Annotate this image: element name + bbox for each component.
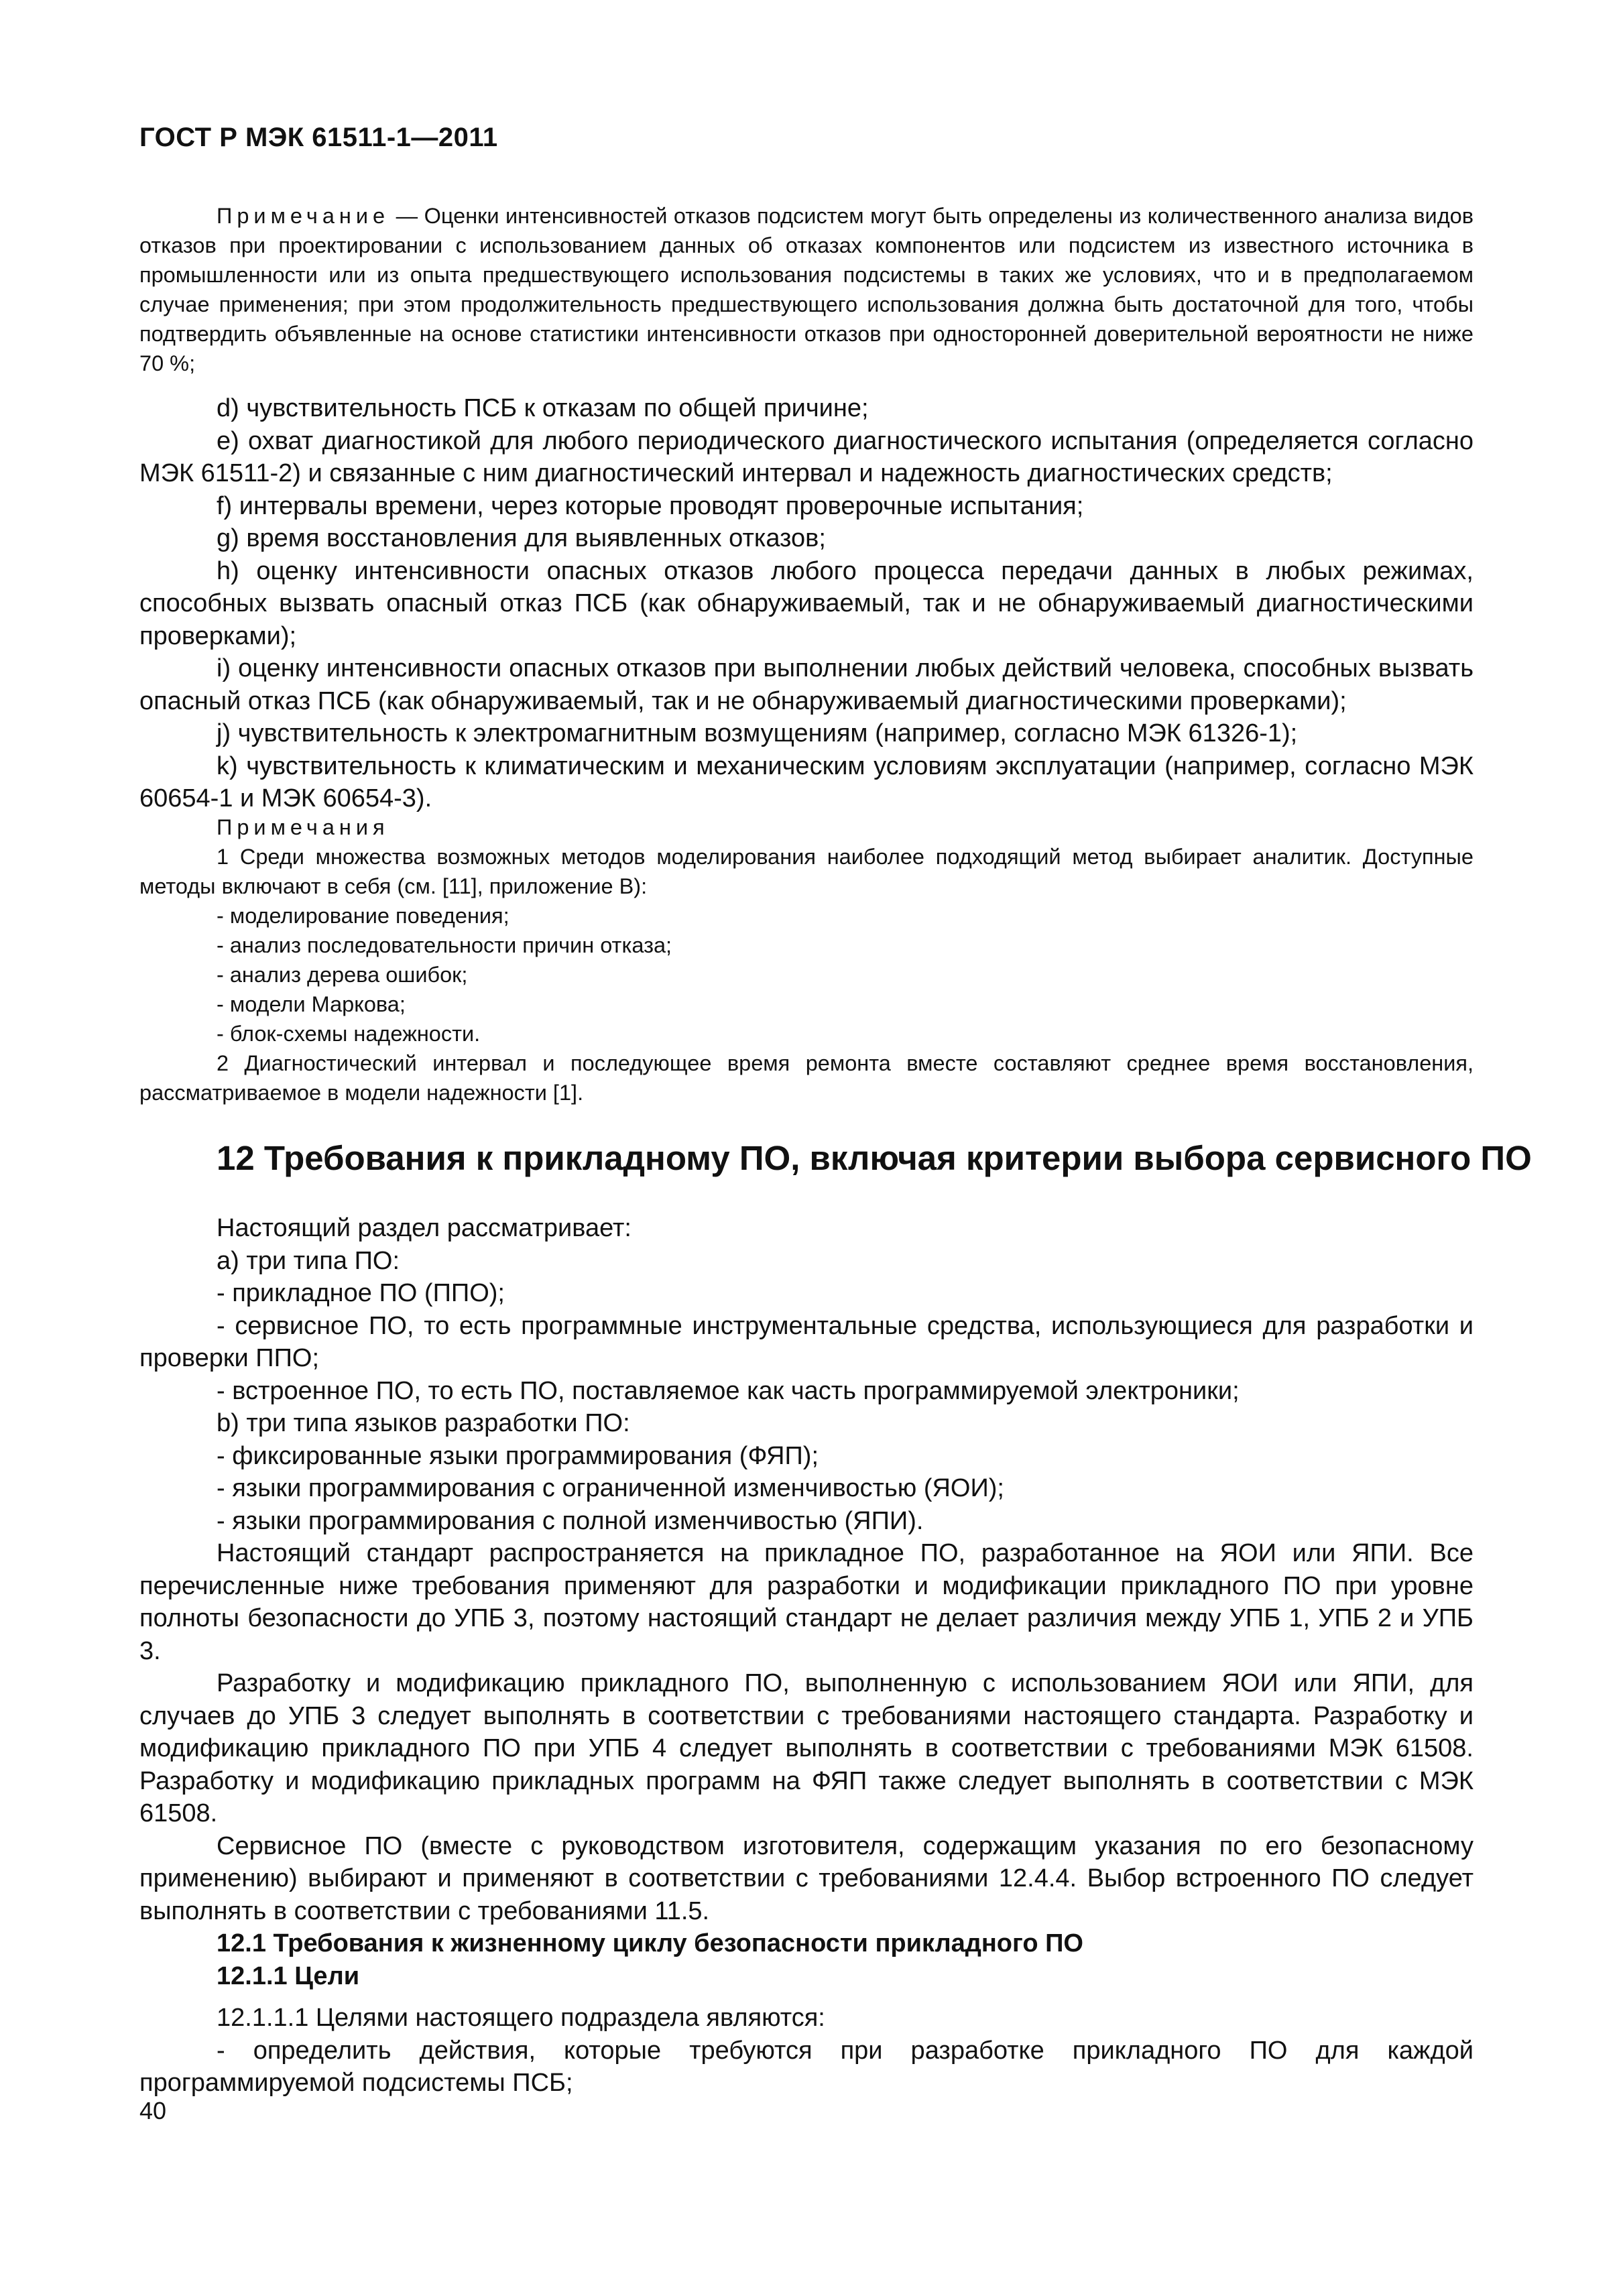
notes-block (139, 812, 1474, 1107)
subsection-12-1-title: 12.1 Требования к жизненному циклу безопасности прикладного ПО (217, 1929, 1083, 1957)
section-intro: Настоящий раздел рассматривает: (217, 1214, 632, 1242)
notes-heading: Примечания (217, 815, 389, 839)
list-item: i) оценку интенсивности опасных отказов при выполнении любых действий человека, способных вызвать опасный отказ ПСБ (как обнаруживаемый, так и не обнаруживаемый диагностическими проверками); (139, 654, 1474, 715)
paragraph: Настоящий стандарт распространяется на прикладное ПО, разработанное на ЯОИ или ЯПИ. Все перечисленные ниже требования применяют для разработки и модификации прикладного ПО при уровне полноты безопасности до УПБ 3, поэтому настоящий стандарт не делает различия между УПБ 1, УПБ 2 и УПБ 3. (139, 1539, 1474, 1665)
list-b-item: - языки программирования с полной изменчивостью (ЯПИ). (217, 1506, 924, 1535)
subsection-12-1-1-title: 12.1.1 Цели (217, 1961, 360, 1990)
requirements-list (139, 392, 1474, 815)
list-item: g) время восстановления для выявленных отказов; (217, 524, 826, 552)
list-item: е) охват диагностикой для любого периодического диагностического испытания (определяется согласно МЭК 61511-2) и связанные с ним диагностический интервал и надежность диагностических средств; (139, 426, 1474, 487)
list-item: j) чувствительность к электромагнитным возмущениям (например, согласно МЭК 61326-1); (217, 719, 1298, 747)
method-item: - анализ дерева ошибок; (217, 963, 468, 987)
list-a-item: - прикладное ПО (ППО); (217, 1279, 505, 1307)
list-a-item: - встроенное ПО, то есть ПО, поставляемое как часть программируемой электроники; (217, 1376, 1240, 1405)
standard-header: ГОСТ Р МЭК 61511-1—2011 (139, 123, 498, 152)
note-2: 2 Диагностический интервал и последующее время ремонта вместе составляют среднее время восстановления, рассматриваемое в модели надежности [1]. (139, 1051, 1474, 1105)
list-a-heading: а) три типа ПО: (217, 1246, 400, 1275)
note-1: 1 Среди множества возможных методов моделирования наиболее подходящий метод выбирает аналитик. Доступные методы включают в себя (см. [11], приложение В): (139, 845, 1474, 898)
page-number: 40 (139, 2097, 167, 2124)
note-top (139, 201, 1474, 378)
note-top-label: Примечание (217, 204, 390, 228)
note-top-text: — Оценки интенсивностей отказов подсистем могут быть определены из количественного анализа видов отказов при проектировании с использованием данных об отказах компонентов или подсистем из известного источника в промышленности или из опыта предшествующего использования подсистемы в таких же условиях, что и в предполагаемом случае применения; при этом продолжительность предшествующего использования должна быть достаточной для того, чтобы подтвердить объявленные на основе статистики интенсивности отказов при односторонней доверительной вероятности не ниже 70 %; (139, 204, 1474, 375)
method-item: - модели Маркова; (217, 992, 406, 1016)
list-item: h) оценку интенсивности опасных отказов любого процесса передачи данных в любых режимах, способных вызвать опасный отказ ПСБ (как обнаруживаемый, так и не обнаруживаемый диагностическими проверками); (139, 556, 1474, 650)
list-b-item: - фиксированные языки программирования (ФЯП); (217, 1441, 819, 1470)
paragraph: Сервисное ПО (вместе с руководством изготовителя, содержащим указания по его безопасному применению) выбирают и применяют в соответствии с требованиями 12.4.4. Выбор встроенного ПО следует выполнять в соответствии с требованиями 11.5. (139, 1831, 1474, 1925)
paragraph: Разработку и модификацию прикладного ПО, выполненную с использованием ЯОИ или ЯПИ, для случаев до УПБ 3 следует выполнять в соответствии с требованиями настоящего стандарта. Разработку и модификацию прикладного ПО при УПБ 4 следует выполнять в соответствии с требованиями МЭК 61508. Разработку и модификацию прикладных программ на ФЯП также следует выполнять в соответствии с МЭК 61508. (139, 1669, 1474, 1827)
paragraph: - определить действия, которые требуются при разработке прикладного ПО для каждой программируемой подсистемы ПСБ; (139, 2036, 1474, 2097)
list-item: f) интервалы времени, через которые проводят проверочные испытания; (217, 491, 1084, 520)
paragraph: 12.1.1.1 Целями настоящего подраздела являются: (217, 2004, 825, 2032)
section-12-body (139, 1212, 1474, 2100)
list-item: k) чувствительность к климатическим и механическим условиям эксплуатации (например, согласно МЭК 60654-1 и МЭК 60654-3). (139, 751, 1474, 812)
list-a-item: - сервисное ПО, то есть программные инструментальные средства, использующиеся для разработки и проверки ППО; (139, 1311, 1474, 1372)
section-12-title: 12 Требования к прикладному ПО, включая критерии выбора сервисного ПО (217, 1139, 1532, 1177)
list-b-item: - языки программирования с ограниченной изменчивостью (ЯОИ); (217, 1474, 1004, 1502)
list-b-heading: b) три типа языков разработки ПО: (217, 1409, 630, 1437)
method-item: - анализ последовательности причин отказа; (217, 933, 672, 957)
method-item: - блок-схемы надежности. (217, 1022, 481, 1046)
method-item: - моделирование поведения; (217, 904, 509, 928)
list-item: d) чувствительность ПСБ к отказам по общей причине; (217, 394, 869, 422)
